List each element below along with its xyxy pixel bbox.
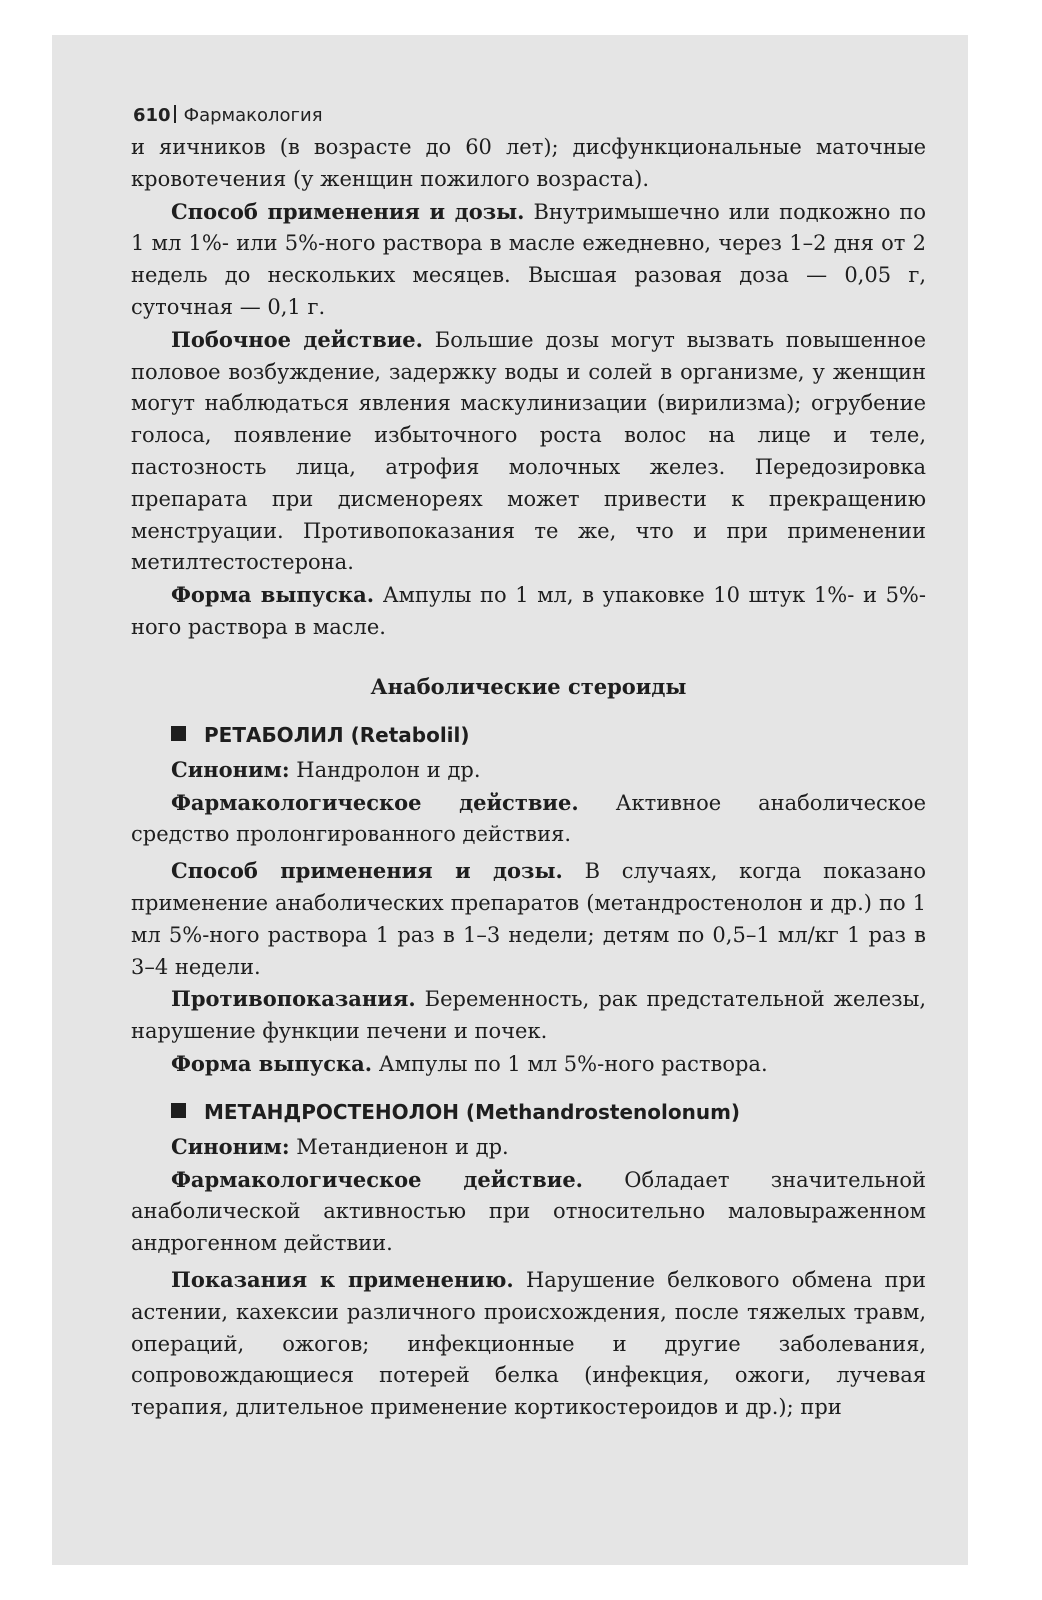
drug-heading-retabolil: [171, 718, 926, 752]
bullet-square-icon: [171, 726, 186, 741]
intro-side-text: Большие дозы могут вызвать повышенное половое возбуждение, задержку воды и солей в организме, у женщин могут наблюдаться явления маскулинизации (вирилизма); огрубение голоса, появление избыточного роста волос на лице и теле, пастозность лица, атрофия молочных желез. Передозировка препарата при дисменореях может привести к прекращению менструации. Противопоказания те же, что и при применении метилтестостерона.: [131, 327, 926, 575]
intro-form-text: Ампулы по 1 мл, в упаковке 10 штук 1%- и 5%-ного раствора в масле.: [131, 583, 926, 639]
methandrostenolone-indications: [131, 1264, 926, 1424]
drug-heading-text: РЕТАБОЛИЛ (Retabolil): [204, 722, 470, 747]
page-number: 610: [133, 105, 171, 126]
methandrostenolone-pharm-text: Обладает значительной анаболической активностью при относительно маловыраженном андрогенном действии.: [131, 1167, 926, 1256]
intro-form-label: Форма выпуска.: [171, 582, 375, 608]
retabolil-contra-label: Противопоказания.: [171, 986, 416, 1012]
methandrostenolone-synonym-label: Синоним:: [171, 1133, 290, 1159]
methandrostenolone-indications-text: Нарушение белкового обмена при астении, кахексии различного происхождения, после тяжелых травм, операций, ожогов; инфекционные и другие заболевания, сопровождающиеся потерей белка (инфекция, ожоги, лучевая терапия, длительное применение кортикостероидов и др.); при: [131, 1267, 926, 1420]
methandrostenolone-pharm-action: [131, 1164, 926, 1260]
retabolil-pharm-label: Фармакологическое действие.: [171, 789, 579, 815]
page-content: [131, 100, 926, 1424]
retabolil-synonym-label: Синоним:: [171, 756, 290, 782]
intro-dosage-text: Внутримышечно или подкожно по 1 мл 1%- или 5%-ного раствора в масле ежедневно, через 1–2 дня от 2 недель до нескольких месяцев. Высшая разовая доза — 0,05 г, суточная — 0,1 г.: [131, 199, 926, 319]
methandrostenolone-synonym-text: Метандиенон и др.: [289, 1134, 509, 1159]
retabolil-pharm-text: Активное анаболическое средство пролонгированного действия.: [131, 790, 926, 847]
retabolil-contra-text: Беременность, рак предстательной железы, нарушение функции печени и почек.: [131, 987, 926, 1044]
retabolil-form-label: Форма выпуска.: [171, 1050, 373, 1076]
section-title: Анаболические стероиды: [370, 673, 687, 699]
methandrostenolone-indications-label: Показания к применению.: [171, 1266, 514, 1292]
header-separator: [174, 105, 176, 123]
retabolil-form-text: Ампулы по 1 мл 5%-ного раствора.: [372, 1051, 768, 1076]
drug-heading-methandrostenolone: [171, 1095, 926, 1129]
running-head-title: Фармакология: [183, 105, 323, 126]
intro-form: [131, 579, 926, 644]
retabolil-dosage: [131, 855, 926, 983]
retabolil-pharm-action: [131, 787, 926, 852]
intro-continuation: и яичников (в возрасте до 60 лет); дисфункциональные маточные кровотечения (у женщин пожилого возраста).: [131, 135, 926, 191]
intro-dosage-label: Способ применения и дозы.: [171, 198, 525, 224]
retabolil-form: [131, 1048, 926, 1081]
retabolil-dosage-label: Способ применения и дозы.: [171, 858, 563, 884]
running-head: [133, 100, 926, 132]
bullet-square-icon: [171, 1103, 186, 1118]
intro-side-effects: [131, 324, 926, 579]
drug-heading-text: МЕТАНДРОСТЕНОЛОН (Methandrostenolonum): [204, 1099, 741, 1124]
retabolil-synonym-text: Нандролон и др.: [289, 757, 481, 782]
methandrostenolone-pharm-label: Фармакологическое действие.: [171, 1166, 583, 1192]
intro-dosage: [131, 196, 926, 324]
retabolil-dosage-text: В случаях, когда показано применение анаболических препаратов (метандростенолон и др.) по 1 мл 5%-ного раствора 1 раз в 1–3 недели; детям по 0,5–1 мл/кг 1 раз в 3–4 недели.: [131, 859, 927, 979]
methandrostenolone-synonym: [131, 1131, 926, 1164]
intro-side-label: Побочное действие.: [171, 326, 423, 352]
retabolil-contraindications: [131, 983, 926, 1048]
retabolil-synonym: [131, 754, 926, 787]
